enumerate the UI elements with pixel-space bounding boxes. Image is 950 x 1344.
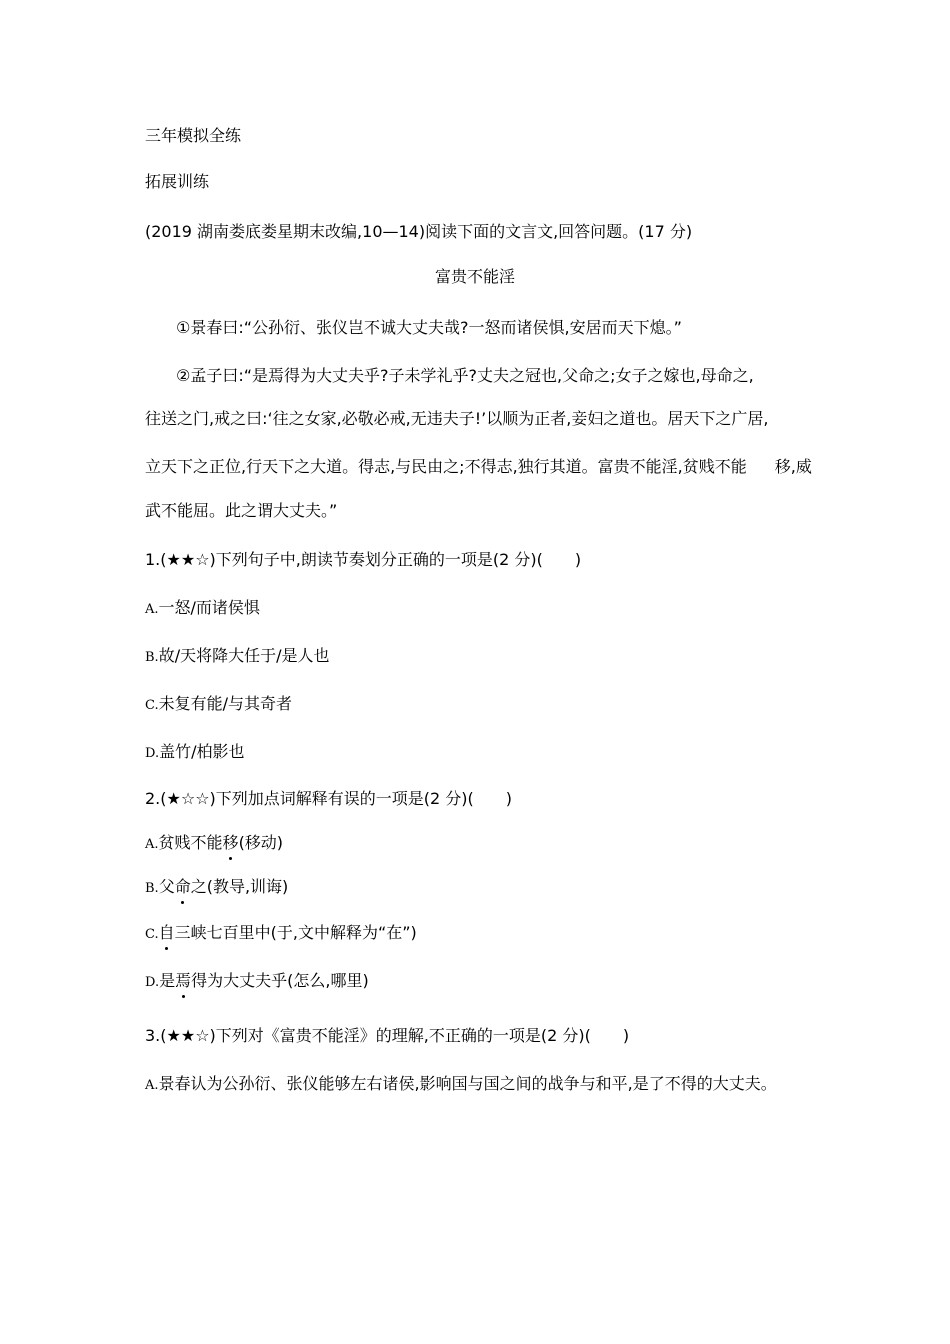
option-text-pre: 是 (159, 971, 176, 990)
passage-line-3-end: 移,威 (774, 457, 812, 476)
passage-paragraph-2-line-1: ②孟子曰:“是焉得为大丈夫乎?子未学礼乎?丈夫之冠也,父命之;女子之嫁也,母命之, (176, 366, 754, 385)
question-3-stem: 3.(★★☆)下列对《富贵不能淫》的理解,不正确的一项是(2 分)( ) (145, 1026, 630, 1045)
passage-line-3-main: 立天下之正位,行天下之大道。得志,与民由之;不得志,独行其道。富贵不能淫,贫贱不能 (145, 457, 747, 476)
option-text: 盖竹/柏影也 (159, 742, 245, 761)
option-letter: B. (145, 650, 159, 665)
option-letter: A. (145, 837, 159, 852)
option-gloss: 三峡七百里中(于,文中解释为“在”) (174, 923, 417, 942)
reading-intro: (2019 湖南娄底娄星期末改编,10—14)阅读下面的文言文,回答问题。(17 分) (145, 222, 693, 241)
option-text: 景春认为公孙衍、张仪能够左右诸侯,影响国与国之间的战争与和平,是了不得的大丈夫。 (158, 1074, 777, 1093)
passage-title: 富贵不能淫 (434, 267, 515, 286)
passage-paragraph-2-line-3 (145, 456, 810, 478)
question-1-option-b[interactable] (145, 645, 329, 669)
passage-paragraph-2-line-4: 武不能屈。此之谓大丈夫。” (145, 501, 338, 520)
option-gloss: 得为大丈夫乎(怎么,哪里) (191, 971, 369, 990)
option-text: 故/天将降大任于/是人也 (158, 646, 330, 665)
option-text: 一怒/而诸侯惧 (158, 598, 260, 617)
option-text-pre: 父 (158, 877, 175, 896)
dotted-word: 命 (174, 877, 191, 896)
option-letter: D. (145, 975, 160, 990)
passage-paragraph-1: ①景春曰:“公孙衍、张仪岂不诚大丈夫哉?一怒而诸侯惧,安居而天下熄。” (176, 318, 682, 337)
option-text: 未复有能/与其奇者 (158, 694, 293, 713)
dotted-word: 焉 (175, 971, 192, 990)
option-letter: A. (145, 1078, 159, 1093)
dotted-word: 移 (222, 833, 239, 852)
section-heading-extension: 拓展训练 (145, 172, 210, 191)
option-letter: B. (145, 881, 159, 896)
option-letter: C. (145, 927, 159, 942)
passage-paragraph-2-line-2: 往送之门,戒之曰:‘往之女家,必敬必戒,无违夫子!’以顺为正者,妾妇之道也。居天下之广居, (145, 409, 769, 428)
question-2-option-a[interactable] (145, 832, 283, 856)
option-text-pre: 贫贱不能 (158, 833, 223, 852)
question-1-option-d[interactable] (145, 741, 245, 765)
question-2-option-d[interactable] (145, 970, 369, 994)
question-1-option-a[interactable] (145, 597, 260, 621)
option-letter: C. (145, 698, 159, 713)
option-gloss: 之(教导,训诲) (190, 877, 289, 896)
dotted-word: 自 (158, 923, 175, 942)
question-2-stem: 2.(★☆☆)下列加点词解释有误的一项是(2 分)( ) (145, 789, 513, 808)
option-gloss: (移动) (238, 833, 284, 852)
question-1-option-c[interactable] (145, 693, 292, 717)
section-heading-practice: 三年模拟全练 (145, 126, 242, 145)
question-3-option-a[interactable] (145, 1073, 777, 1097)
question-2-option-b[interactable] (145, 876, 288, 900)
question-1-stem: 1.(★★☆)下列句子中,朗读节奏划分正确的一项是(2 分)( ) (145, 550, 582, 569)
option-letter: D. (145, 746, 160, 761)
question-2-option-c[interactable] (145, 922, 417, 946)
option-letter: A. (145, 602, 159, 617)
